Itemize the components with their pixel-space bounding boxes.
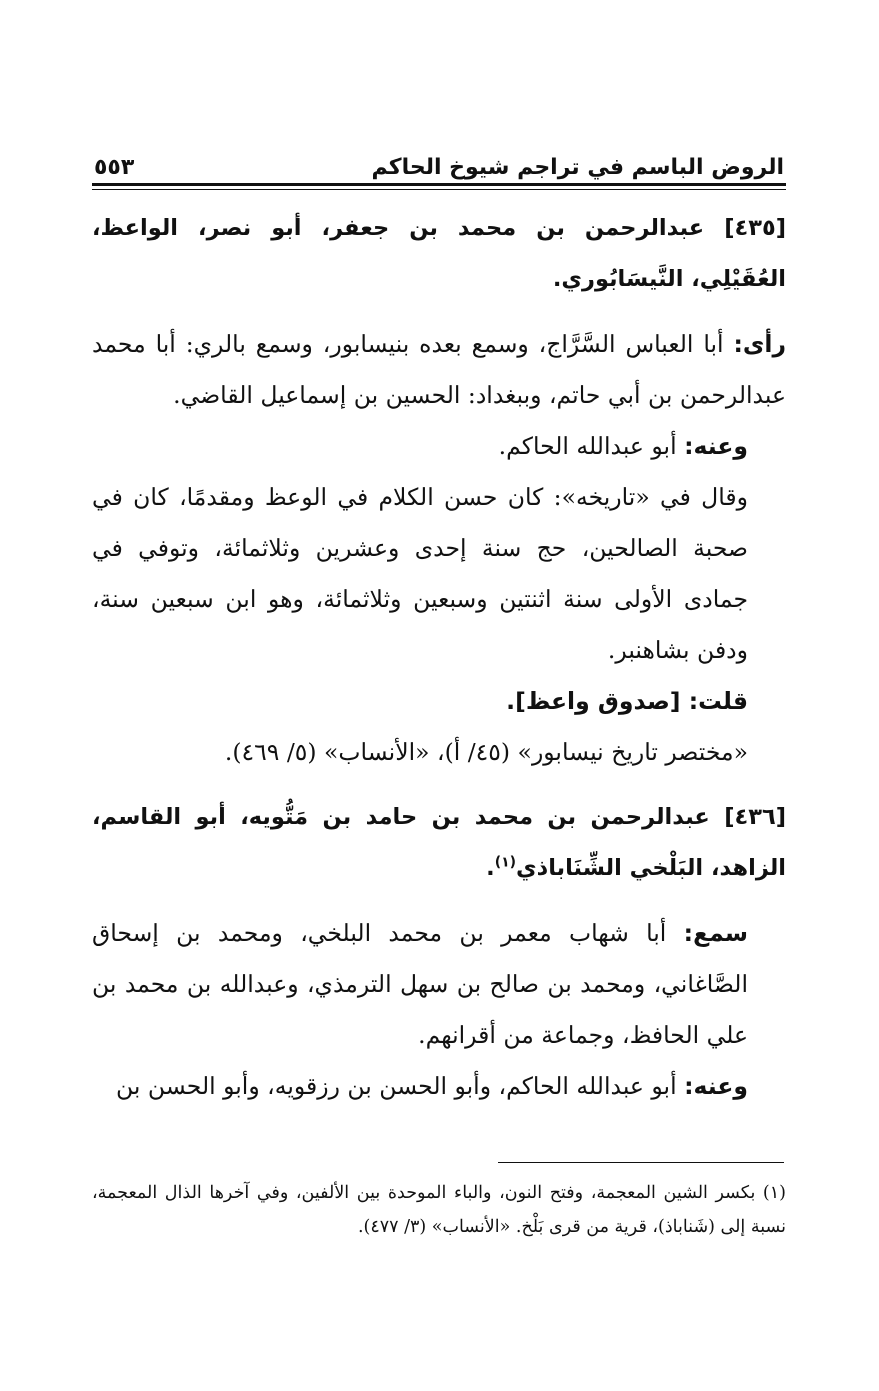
main-text: [92, 203, 786, 1112]
footnote-rule: [498, 1162, 784, 1163]
entry-heading-436: [92, 792, 786, 894]
entry-435-paragraph-4: [92, 676, 786, 727]
page-number: ٥٥٣: [94, 155, 135, 180]
label-saw: رأى:: [733, 330, 786, 358]
footnotes: [92, 1176, 786, 1244]
header-rule-thin: [92, 189, 786, 190]
label-from-him: وعنه:: [684, 432, 748, 460]
label-from-him: وعنه:: [684, 1072, 748, 1100]
paragraph-text: أبو عبدالله الحاكم.: [498, 432, 685, 460]
paragraph-text: أبا شهاب معمر بن محمد البلخي، ومحمد بن إسحاق الصَّاغاني، ومحمد بن صالح بن سهل الترمذي، وعبدالله بن محمد بن علي الحافظ، وجماعة من أقرانهم.: [92, 919, 748, 1049]
sources-text: «مختصر تاريخ نيسابور» (٤٥/ أ)، «الأنساب» (٥/ ٤٦٩).: [224, 738, 748, 766]
footnote-1: (١) بكسر الشين المعجمة، وفتح النون، والباء الموحدة بين الألفين، وفي آخرها الذال المعجمة، نسبة إلى (شَناباذ)، قرية من قرى بَلْخ. «الأنساب» (٣/ ٤٧٧).: [92, 1183, 786, 1237]
spacer: [92, 305, 786, 319]
entry-heading-435: [٤٣٥] عبدالرحمن بن محمد بن جعفر، أبو نصر، الواعظ، العُقَيْلِي، النَّيسَابُوري.: [92, 215, 786, 292]
paragraph-text: أبا العباس السَّرَّاج، وسمع بعده بنيسابور، وسمع بالري: أبا محمد عبدالرحمن بن أبي حاتم، وببغداد: الحسين بن إسماعيل القاضي.: [92, 330, 786, 409]
heading-end: .: [486, 855, 495, 881]
entry-436-paragraph-1: [92, 908, 786, 1061]
entry-435-paragraph-3: [92, 472, 786, 676]
heading-text: [٤٣٦] عبدالرحمن بن محمد بن حامد بن مَتُّويه، أبو القاسم، الزاهد، البَلْخي الشِّنَاباذي: [92, 804, 786, 881]
paragraph-text: وقال في «تاريخه»: كان حسن الكلام في الوعظ ومقدمًا، كان في صحبة الصالحين، حج سنة إحدى وعشرين وثلاثمائة، وتوفي في جمادى الأولى سنة اثنتين وسبعين وثلاثمائة، وهو ابن سبعين سنة، ودفن بشاهنبر.: [92, 483, 748, 664]
entry-435-paragraph-2: [92, 421, 786, 472]
paragraph-text: أبو عبدالله الحاكم، وأبو الحسن بن رزقويه، وأبو الحسن بن: [116, 1072, 685, 1100]
entry-435-sources: [92, 727, 786, 778]
footnote-marker[interactable]: (١): [494, 854, 517, 871]
header-rule-thick: [92, 183, 786, 186]
entry-436-paragraph-2: [92, 1061, 786, 1112]
label-heard: سمع:: [683, 919, 748, 947]
label-i-said: قلت:: [688, 687, 748, 715]
running-head: [94, 140, 784, 180]
spacer: [92, 894, 786, 908]
running-title: الروض الباسم في تراجم شيوخ الحاكم: [371, 155, 784, 180]
entry-435-paragraph-1: [92, 319, 786, 421]
spacer: [92, 778, 786, 792]
verdict-text: [صدوق واعظ].: [506, 687, 689, 715]
